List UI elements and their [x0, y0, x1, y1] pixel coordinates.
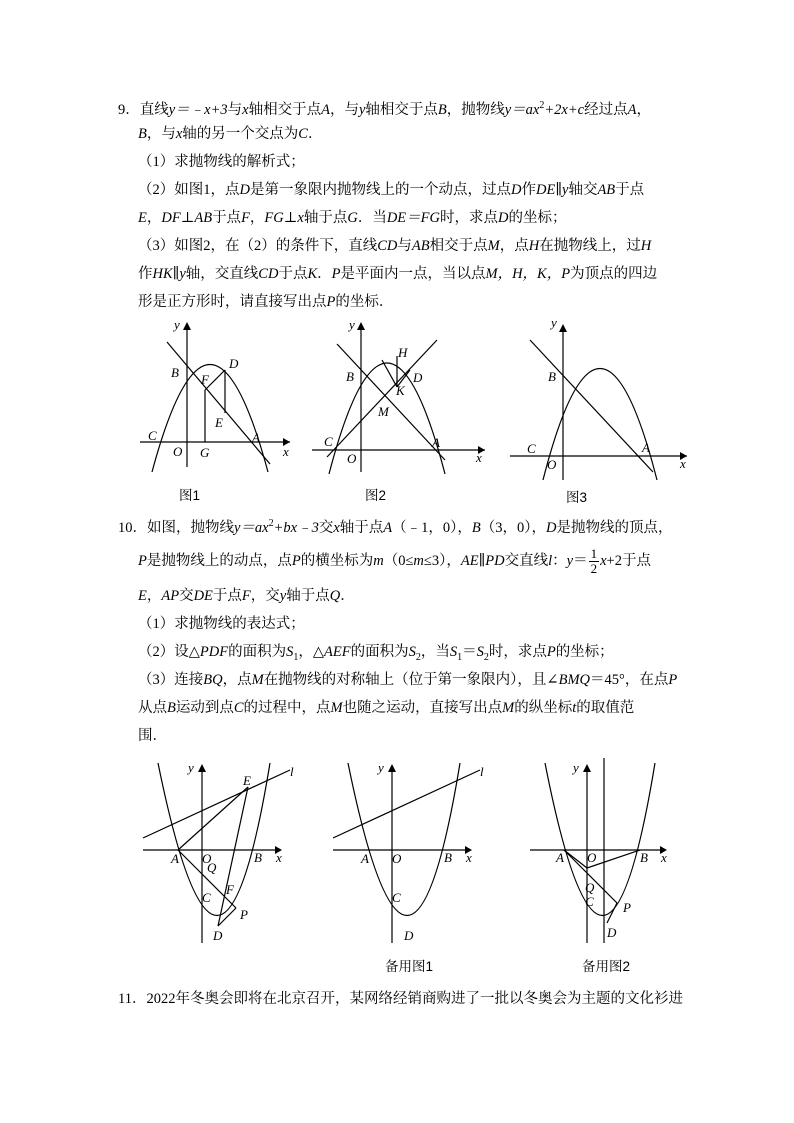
q9-part3-line3: 形是正方形时，请直接写出点P的坐标． — [138, 294, 394, 310]
label-p: P — [623, 900, 631, 915]
label-q: Q — [207, 860, 217, 875]
q10-part1: （1）求抛物线的表达式； — [138, 616, 305, 632]
line-ab — [530, 340, 653, 472]
label-b: B — [171, 365, 179, 380]
label-d: D — [404, 928, 414, 943]
label-a: A — [252, 430, 260, 445]
label-o: O — [392, 851, 402, 866]
label-f: F — [201, 372, 209, 387]
label-p: P — [240, 907, 248, 922]
label-a: A — [556, 850, 564, 865]
q9-figure-3-caption: 图3 — [566, 490, 588, 505]
segment-h-k — [382, 360, 397, 387]
label-a: A — [361, 851, 369, 866]
label-b: B — [346, 369, 354, 384]
label-e: E — [215, 415, 223, 430]
label-c: C — [585, 894, 594, 909]
label-x: x — [476, 450, 482, 465]
label-a: A — [171, 851, 179, 866]
label-y: y — [349, 317, 355, 332]
line-l — [143, 770, 290, 838]
label-h: H — [398, 345, 408, 360]
label-o: O — [202, 851, 212, 866]
line-l — [333, 770, 480, 838]
q9-part3-line2: 作HK∥y轴，交直线CD于点K．P是平面内一点，当以点M，H，K，P为顶点的四边 — [138, 266, 658, 282]
q10-part3-line2: 从点B运动到点C的过程中，点M也随之运动，直接写出点M的纵坐标t的取值范 — [138, 700, 635, 716]
label-y: y — [551, 315, 557, 330]
q10-part3-line1: （3）连接BQ，点M在抛物线的对称轴上（位于第一象限内），且∠BMQ＝45°，在点P — [138, 672, 678, 688]
q10-line1: 10．如图，抛物线$y=ax^2+bx﹣3$交x轴于点A（﹣1，0），B（3，0），D是抛物线的顶点， — [118, 518, 673, 536]
parabola — [543, 369, 657, 481]
label-y: y — [378, 760, 384, 775]
y-axis-arrow — [183, 322, 191, 330]
label-y: y — [573, 760, 579, 775]
label-o: O — [587, 850, 597, 865]
q9-part3-line1: （3）如图2，在（2）的条件下，直线CD与AB相交于点M，点H在抛物线上，过H — [138, 238, 652, 254]
y-axis-arrow — [388, 764, 396, 772]
label-y: y — [174, 317, 180, 332]
q10-part3-line3: 围． — [138, 728, 167, 744]
label-a: A — [432, 435, 440, 450]
label-x: x — [661, 850, 667, 865]
q9-figure-1-caption: 图1 — [179, 488, 201, 503]
label-d: D — [213, 928, 223, 943]
parabola — [545, 763, 655, 916]
label-c: C — [202, 890, 211, 905]
label-x: x — [680, 456, 686, 471]
label-a: A — [642, 440, 650, 455]
q9-number: 9． — [118, 101, 140, 118]
line-ab — [167, 342, 270, 464]
q9-part2-line2: E，DF⊥AB于点F，FG⊥x轴于点G．当DE＝FG时，求点D的坐标； — [138, 210, 567, 226]
label-y: y — [188, 760, 194, 775]
q9-figure-3 — [505, 312, 695, 487]
label-o: O — [173, 444, 183, 459]
q9-part2-line1: （2）如图1，点D是第一象限内抛物线上的一个动点，过点D作DE∥y轴交AB于点 — [138, 182, 645, 198]
label-b: B — [444, 850, 452, 865]
parabola — [348, 763, 460, 916]
y-axis-arrow — [583, 764, 591, 772]
q9-figure-2 — [307, 312, 492, 482]
label-b: B — [548, 369, 556, 384]
label-x: x — [283, 444, 289, 459]
q10-part2: （2）设△PDF的面积为$S_1$，△AEF的面积为$S_2$，当$S_1=S_2$时，求点P的坐标； — [138, 644, 614, 663]
q10-line2: P是抛物线上的动点，点P的横坐标为m（0≤m≤3），AE∥PD交直线l：y＝ $\frac{1}{2}$ x+2于点 — [138, 546, 651, 577]
label-f: F — [226, 882, 234, 897]
q10-spare-2-caption: 备用图2 — [582, 959, 631, 974]
q10-number: 10． — [118, 519, 147, 536]
label-d: D — [607, 925, 617, 940]
label-c: C — [148, 428, 157, 443]
label-x: x — [466, 850, 472, 865]
label-c: C — [324, 434, 333, 449]
segment-ae — [178, 787, 248, 850]
label-l: l — [290, 764, 294, 779]
fraction-one-half: $\frac{1}{2}$ — [590, 546, 598, 577]
label-d: D — [413, 370, 423, 385]
label-x: x — [276, 850, 282, 865]
y-axis-arrow — [357, 322, 365, 330]
q10-figure-main — [140, 758, 310, 948]
label-e: E — [243, 773, 251, 788]
q11-number: 11． — [118, 991, 147, 1007]
label-l: l — [480, 764, 484, 779]
q9-line1: 9．直线y＝﹣x+3与x轴相交于点A，与y轴相交于点B，抛物线$y=ax^2+2x+c$经过点A， — [118, 100, 651, 118]
parabola — [158, 763, 270, 916]
q10-line3: E，AP交DE于点F，交y轴于点Q． — [138, 588, 355, 604]
q10-spare-1-caption: 备用图1 — [385, 959, 434, 974]
label-o: O — [547, 457, 557, 472]
parabola — [152, 365, 268, 473]
label-b: B — [640, 850, 648, 865]
label-d: D — [229, 356, 239, 371]
label-o: O — [347, 451, 357, 466]
segment-pd — [607, 903, 617, 923]
q9-figure-1 — [130, 312, 300, 482]
label-b: B — [254, 850, 262, 865]
y-axis-arrow — [559, 324, 567, 332]
q9-line2: B，与x轴的另一个交点为C． — [138, 126, 323, 142]
q11-line1: 11．2022年冬奥会即将在北京召开，某网络经销商购进了一批以冬奥会为主题的文化衫进 — [118, 991, 683, 1007]
label-q: Q — [585, 880, 595, 895]
q10-figure-spare-1 — [330, 758, 500, 948]
label-c: C — [527, 441, 536, 456]
q10-figure-spare-2 — [527, 758, 697, 948]
q9-figure-2-caption: 图2 — [365, 488, 387, 503]
line-cd — [327, 340, 437, 457]
label-m: M — [378, 404, 389, 419]
q9-part1: （1）求抛物线的解析式； — [138, 154, 305, 170]
label-c: C — [392, 890, 401, 905]
label-k: K — [396, 383, 405, 398]
label-g: G — [200, 445, 210, 460]
y-axis-arrow — [198, 764, 206, 772]
